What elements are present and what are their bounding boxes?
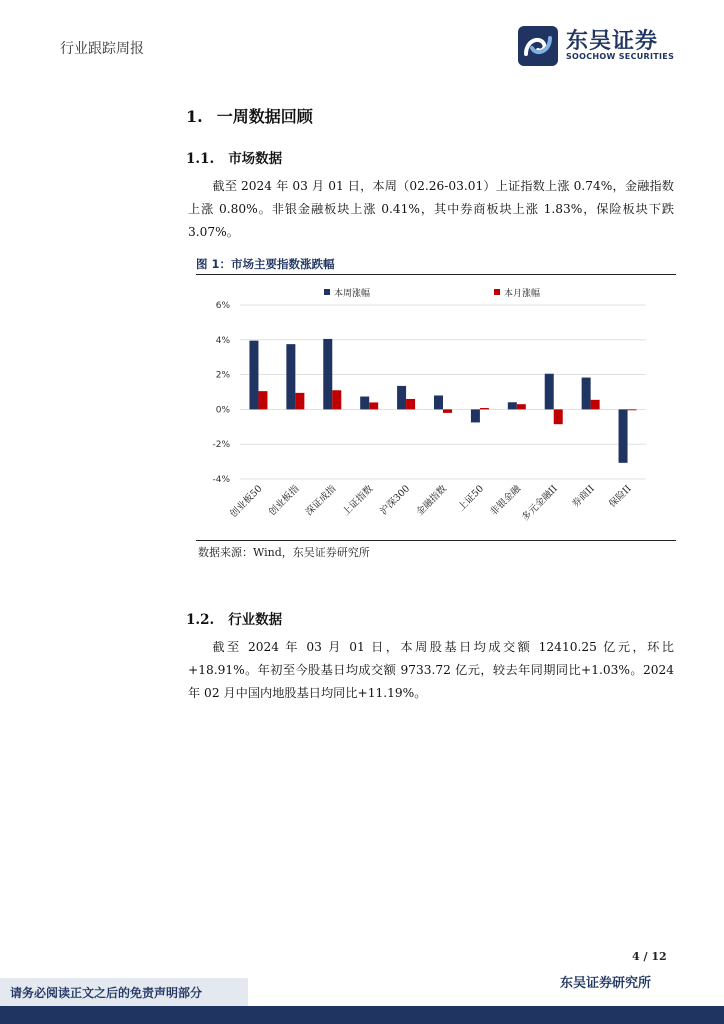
bar-weekly-10 — [582, 378, 591, 410]
bar-weekly-6 — [434, 395, 443, 409]
y-tick-label: -2% — [212, 440, 230, 451]
bar-weekly-1 — [249, 341, 258, 410]
section-1-2-heading — [186, 608, 282, 628]
y-tick-label: -4% — [212, 475, 230, 485]
industry-data-paragraph — [188, 636, 674, 705]
bar-monthly-1 — [258, 391, 267, 409]
figure-top-rule — [196, 274, 676, 275]
section-1-1-heading — [186, 147, 282, 167]
x-tick-label: 深证成指 — [303, 483, 339, 519]
chart-x-axis — [227, 482, 633, 523]
footer-bar — [0, 1006, 724, 1024]
x-tick-label: 保险II — [607, 483, 634, 510]
section-1-number: 1. — [186, 107, 203, 126]
chart-y-axis — [212, 301, 230, 485]
legend-swatch-1 — [324, 289, 330, 295]
bar-monthly-11 — [628, 409, 637, 410]
bar-monthly-6 — [443, 409, 452, 412]
section-1-heading — [186, 104, 313, 127]
y-tick-label: 0% — [215, 405, 230, 416]
x-tick-label: 创业板指 — [266, 483, 302, 519]
index-change-bar-chart — [196, 278, 676, 540]
disclaimer-text: 请务必阅读正文之后的免责声明部分 — [10, 986, 203, 1000]
bar-weekly-7 — [471, 409, 480, 422]
bar-monthly-7 — [480, 408, 489, 409]
legend-label-2: 本月涨幅 — [504, 289, 541, 299]
bar-monthly-3 — [332, 390, 341, 409]
industry-data-text: 截至 2024 年 03 月 01 日，本周股基日均成交额 12410.25 亿元，环比+18.91%。年初至今股基日均成交额 9733.72 亿元，较去年同期同比+1.03%。2024 年 02 月中国内地股基日均同比+11.19%。 — [188, 640, 674, 700]
bar-weekly-11 — [619, 409, 628, 462]
logo-english-name: SOOCHOW SECURITIES — [566, 52, 675, 61]
figure-1-title: 图 1：市场主要指数涨跌幅 — [196, 257, 335, 271]
report-type-label: 行业跟踪周报 — [60, 41, 144, 57]
x-tick-label: 上证50 — [456, 483, 487, 514]
logo-chinese-name: 东吴证券 — [566, 29, 659, 54]
x-tick-label: 多元金融II — [519, 483, 560, 524]
bar-weekly-8 — [508, 402, 517, 409]
section-1-1-number: 1.1. — [186, 151, 215, 167]
bar-monthly-5 — [406, 399, 415, 409]
company-logo — [518, 24, 678, 68]
bar-monthly-9 — [554, 409, 563, 424]
section-1-title: 一周数据回顾 — [216, 107, 313, 126]
bar-monthly-8 — [517, 404, 526, 409]
x-tick-label: 创业板50 — [228, 483, 265, 520]
section-1-2-title: 行业数据 — [228, 612, 283, 628]
logo-mark-icon — [518, 26, 558, 66]
market-data-paragraph — [188, 175, 674, 244]
y-tick-label: 2% — [215, 370, 230, 381]
x-tick-label: 金融指数 — [414, 483, 450, 519]
bar-weekly-2 — [286, 344, 295, 409]
legend-swatch-2 — [494, 289, 500, 295]
bar-monthly-2 — [295, 393, 304, 410]
x-tick-label: 非银金融 — [488, 483, 523, 519]
x-tick-label: 上证指数 — [340, 483, 376, 519]
figure-bottom-rule — [196, 540, 676, 541]
x-tick-label: 券商II — [570, 483, 597, 510]
institute-name: 东吴证券研究所 — [560, 976, 652, 991]
bar-monthly-10 — [591, 400, 600, 410]
figure-1-source: 数据来源：Wind，东吴证券研究所 — [198, 546, 370, 559]
x-tick-label: 沪深300 — [378, 483, 413, 518]
market-data-text: 截至 2024 年 03 月 01 日，本周（02.26-03.01）上证指数上涨 0.74%，金融指数上涨 0.80%。非银金融板块上涨 0.41%，其中券商板块上涨 1.83%，保险板块下跌 3.07%。 — [188, 179, 674, 239]
bar-weekly-3 — [323, 339, 332, 409]
y-tick-label: 6% — [215, 301, 230, 311]
bar-weekly-5 — [397, 386, 406, 409]
y-tick-label: 4% — [215, 335, 230, 346]
page-number: 4 / 12 — [632, 950, 667, 963]
bar-weekly-9 — [545, 374, 554, 410]
chart-legend — [324, 287, 540, 299]
section-1-1-title: 市场数据 — [228, 151, 283, 167]
bar-monthly-4 — [369, 402, 378, 409]
disclaimer-banner — [0, 978, 248, 1006]
legend-label-1: 本周涨幅 — [334, 289, 371, 299]
bar-weekly-4 — [360, 397, 369, 410]
section-1-2-number: 1.2. — [186, 612, 215, 628]
